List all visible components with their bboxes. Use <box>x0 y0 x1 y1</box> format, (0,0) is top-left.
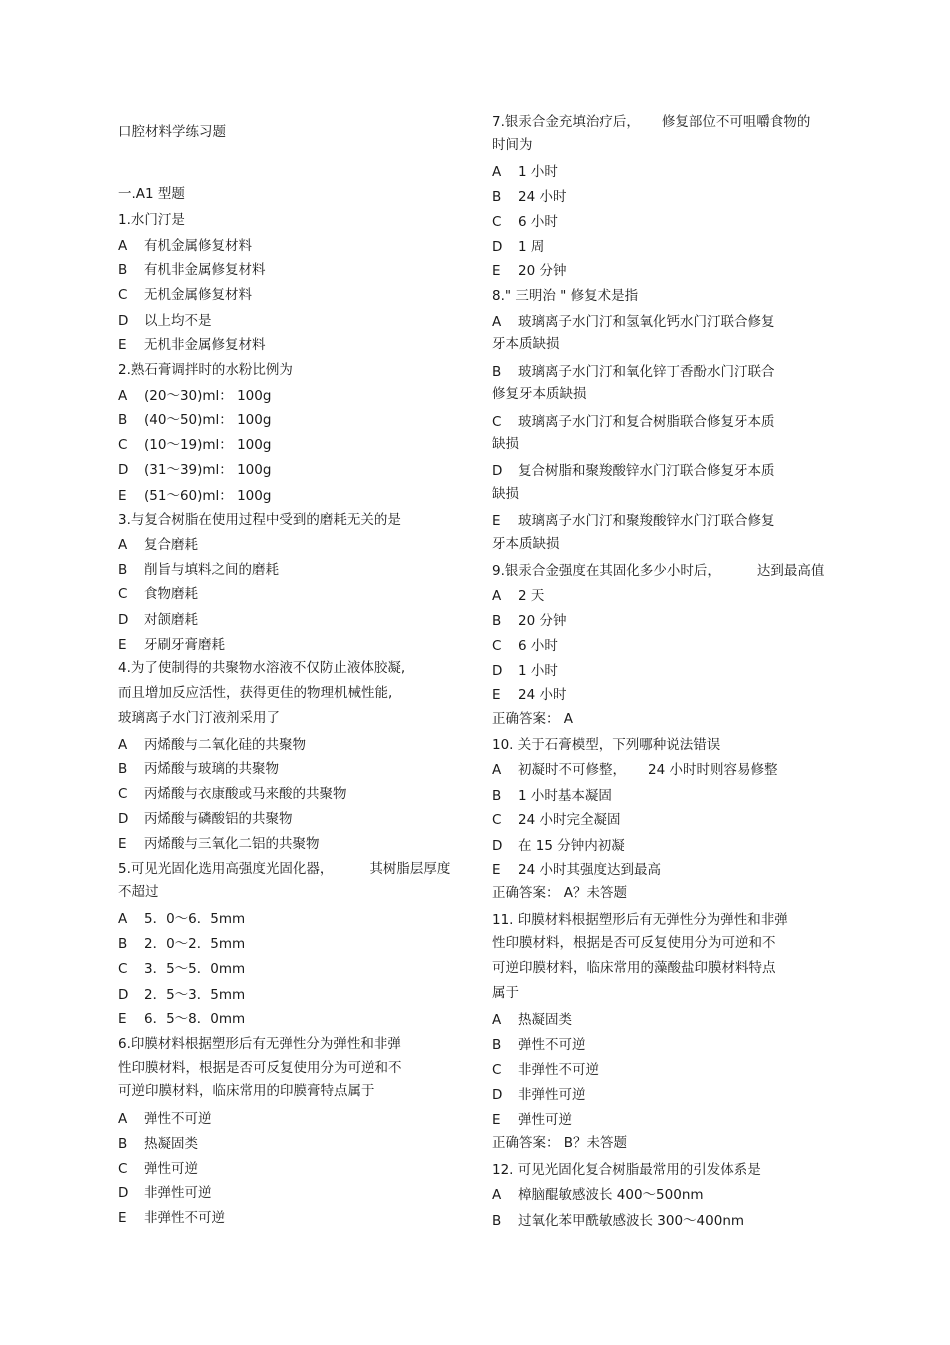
question-stem: 8." 三明治 " 修复术是指 <box>492 288 639 304</box>
option: D (31～39)ml： 100g <box>118 462 272 478</box>
option: D 非弹性可逆 <box>118 1185 212 1201</box>
option-continuation: 修复牙本质缺损 <box>492 386 587 402</box>
question-stem: 12. 可见光固化复合树脂最常用的引发体系是 <box>492 1162 761 1178</box>
option: E 弹性可逆 <box>492 1112 572 1128</box>
question-stem: 9.银汞合金强度在其固化多少小时后， 达到最高值 <box>492 563 825 579</box>
question-stem: 1.水门汀是 <box>118 212 185 228</box>
question-stem: 而且增加反应活性，获得更佳的物理机械性能, <box>118 685 393 701</box>
question-stem: 可逆印膜材料，临床常用的藻酸盐印膜材料特点 <box>492 960 776 976</box>
option: B 20 分钟 <box>492 613 567 629</box>
option: B 过氧化苯甲酰敏感波长 300～400nm <box>492 1213 745 1229</box>
option: C 玻璃离子水门汀和复合树脂联合修复牙本质 <box>492 414 775 430</box>
option: C 无机金属修复材料 <box>118 287 252 303</box>
option: E (51～60)ml： 100g <box>118 488 272 504</box>
option: D 丙烯酸与磷酸铝的共聚物 <box>118 811 293 827</box>
option: A 2 天 <box>492 588 545 604</box>
option: E 牙刷牙膏磨耗 <box>118 637 225 653</box>
option: C 非弹性不可逆 <box>492 1062 599 1078</box>
option: E 丙烯酸与三氧化二铝的共聚物 <box>118 836 320 852</box>
option: D 以上均不是 <box>118 313 212 329</box>
question-stem: 不超过 <box>118 884 159 900</box>
option: B 2．0～2．5mm <box>118 936 246 952</box>
option: C 弹性可逆 <box>118 1161 198 1177</box>
option-continuation: 牙本质缺损 <box>492 536 560 552</box>
option: D 非弹性可逆 <box>492 1087 586 1103</box>
option: C 6 小时 <box>492 638 558 654</box>
option: C 3．5～5．0mm <box>118 961 246 977</box>
question-stem: 3.与复合树脂在使用过程中受到的磨耗无关的是 <box>118 512 401 528</box>
option: A 复合磨耗 <box>118 537 198 553</box>
question-stem: 2.熟石膏调拌时的水粉比例为 <box>118 362 293 378</box>
option: A 初凝时不可修整， 24 小时时则容易修整 <box>492 762 778 778</box>
option: B 24 小时 <box>492 189 567 205</box>
option: E 无机非金属修复材料 <box>118 337 266 353</box>
question-stem: 性印膜材料，根据是否可反复使用分为可逆和不 <box>492 935 776 951</box>
option: E 6．5～8．0mm <box>118 1011 246 1027</box>
option: E 非弹性不可逆 <box>118 1210 225 1226</box>
question-stem: 时间为 <box>492 137 533 153</box>
option: B 削旨与填料之间的磨耗 <box>118 562 279 578</box>
question-stem: 11. 印膜材料根据塑形后有无弹性分为弹性和非弹 <box>492 912 788 928</box>
option: A 有机金属修复材料 <box>118 238 252 254</box>
option: D 1 周 <box>492 239 545 255</box>
option: A 5．0～6．5mm <box>118 911 246 927</box>
option: A (20～30)ml： 100g <box>118 388 272 404</box>
question-stem: 可逆印膜材料，临床常用的印膜膏特点属于 <box>118 1083 375 1099</box>
option-continuation: 牙本质缺损 <box>492 336 560 352</box>
option: E 20 分钟 <box>492 263 567 279</box>
option: C 食物磨耗 <box>118 586 198 602</box>
answer-line: 正确答案： A？未答题 <box>492 885 628 901</box>
option: B 1 小时基本凝固 <box>492 788 612 804</box>
answer-line: 正确答案： A <box>492 711 574 727</box>
option: C (10～19)ml： 100g <box>118 437 272 453</box>
option: D 在 15 分钟内初凝 <box>492 838 625 854</box>
option: B (40～50)ml： 100g <box>118 412 272 428</box>
question-stem: 性印膜材料，根据是否可反复使用分为可逆和不 <box>118 1060 402 1076</box>
option: D 1 小时 <box>492 663 558 679</box>
option: E 24 小时 <box>492 687 567 703</box>
option-continuation: 缺损 <box>492 436 519 452</box>
option: B 弹性不可逆 <box>492 1037 586 1053</box>
option: A 玻璃离子水门汀和氢氧化钙水门汀联合修复 <box>492 314 775 330</box>
question-stem: 属于 <box>492 985 519 1001</box>
option: A 弹性不可逆 <box>118 1111 212 1127</box>
question-stem: 10. 关于石膏模型，下列哪种说法错误 <box>492 737 721 753</box>
option: C 6 小时 <box>492 214 558 230</box>
document-title: 口腔材料学练习题 <box>118 124 226 140</box>
option: B 玻璃离子水门汀和氧化锌丁香酚水门汀联合 <box>492 364 775 380</box>
section-heading: 一.A1 型题 <box>118 186 185 202</box>
question-stem: 玻璃离子水门汀液剂采用了 <box>118 710 280 726</box>
option: A 1 小时 <box>492 164 558 180</box>
question-stem: 7.银汞合金充填治疗后， 修复部位不可咀嚼食物的 <box>492 114 811 130</box>
option: D 复合树脂和聚羧酸锌水门汀联合修复牙本质 <box>492 463 775 479</box>
option: D 2．5～3．5mm <box>118 987 246 1003</box>
option: A 热凝固类 <box>492 1012 572 1028</box>
question-stem: 6.印膜材料根据塑形后有无弹性分为弹性和非弹 <box>118 1036 401 1052</box>
option: E 玻璃离子水门汀和聚羧酸锌水门汀联合修复 <box>492 513 775 529</box>
option: C 24 小时完全凝固 <box>492 812 621 828</box>
option: B 热凝固类 <box>118 1136 198 1152</box>
option: A 丙烯酸与二氧化硅的共聚物 <box>118 737 306 753</box>
option: A 樟脑醌敏感波长 400～500nm <box>492 1187 704 1203</box>
question-stem: 4.为了使制得的共聚物水溶液不仅防止液体胶凝, <box>118 660 406 676</box>
option: D 对颌磨耗 <box>118 612 198 628</box>
answer-line: 正确答案： B？未答题 <box>492 1135 628 1151</box>
question-stem: 5.可见光固化选用高强度光固化器， 其树脂层厚度 <box>118 861 451 877</box>
option: C 丙烯酸与衣康酸或马来酸的共聚物 <box>118 786 347 802</box>
option: B 有机非金属修复材料 <box>118 262 266 278</box>
option: B 丙烯酸与玻璃的共聚物 <box>118 761 279 777</box>
option-continuation: 缺损 <box>492 486 519 502</box>
option: E 24 小时其强度达到最高 <box>492 862 661 878</box>
